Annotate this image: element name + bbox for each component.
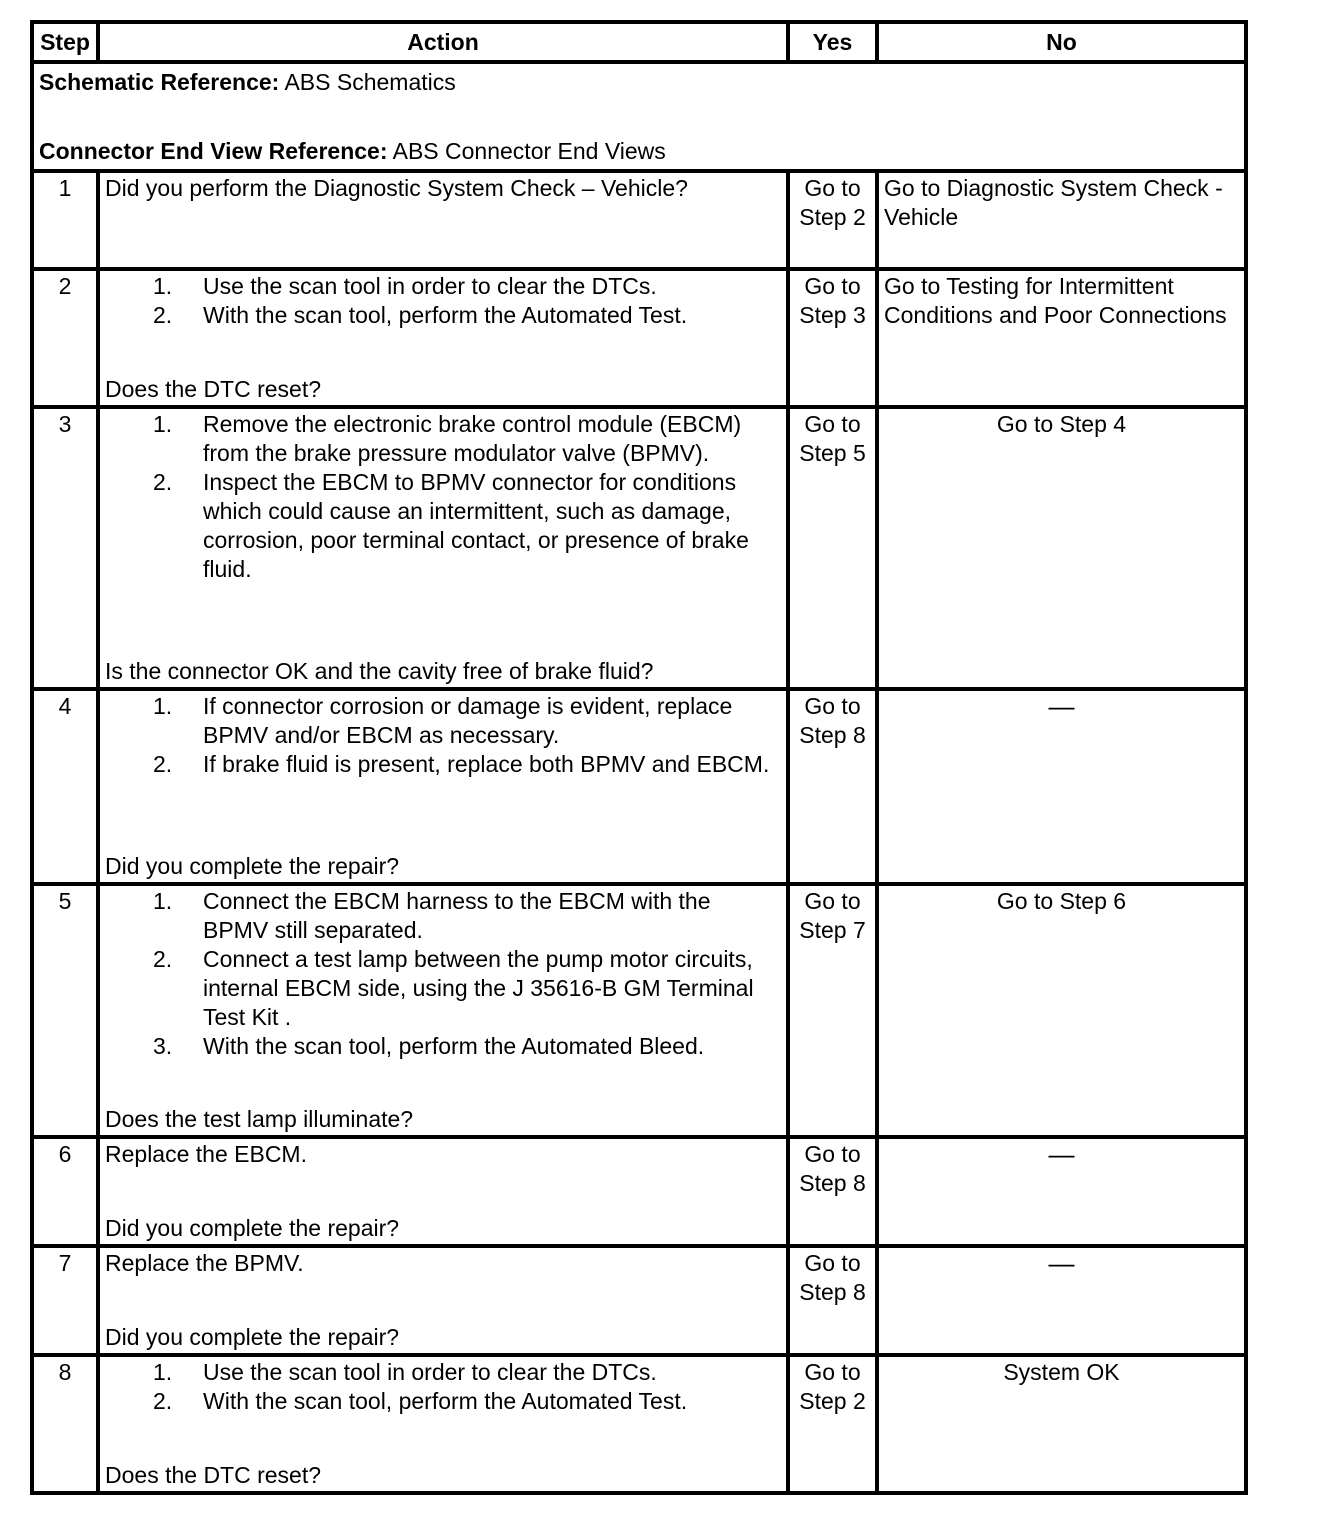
step-number: 1 [32,171,98,269]
action-text: Replace the BPMV. [105,1250,304,1276]
action-list [105,272,781,330]
references-row [32,62,1246,171]
no-cell: — [877,1246,1246,1355]
action-cell [98,171,788,269]
action-list [105,887,781,1061]
header-yes: Yes [788,22,877,62]
table-row [32,269,1246,407]
list-item: 2. Connect a test lamp between the pump motor circuits, internal EBCM side, using the J 35616-B GM Terminal Test Kit . [153,946,754,1030]
action-cell [98,407,788,689]
table-row [32,689,1246,884]
yes-cell: Go to Step 8 [788,1246,877,1355]
schematic-reference-value: ABS Schematics [279,69,456,95]
table-row [32,1355,1246,1493]
diagnostic-table [30,20,1248,1495]
no-cell: Go to Step 6 [877,884,1246,1137]
step-number: 3 [32,407,98,689]
header-action: Action [98,22,788,62]
list-item: 3. With the scan tool, perform the Automated Bleed. [153,1033,705,1059]
schematic-reference-label: Schematic Reference: [39,69,280,95]
header-step: Step [32,22,98,62]
action-list [105,692,781,779]
yes-cell: Go to Step 2 [788,171,877,269]
yes-cell: Go to Step 5 [788,407,877,689]
connector-reference-value: ABS Connector End Views [387,138,666,164]
table-row [32,1246,1246,1355]
list-item: 2. With the scan tool, perform the Automated Test. [153,1388,688,1414]
list-item: 2. If brake fluid is present, replace both BPMV and EBCM. [153,751,770,777]
schematic-reference [39,68,1239,97]
action-text: Replace the EBCM. [105,1141,307,1167]
action-question: Did you complete the repair? [105,1324,400,1350]
list-item: 1. Use the scan tool in order to clear the DTCs. [153,1359,657,1385]
step-number: 4 [32,689,98,884]
list-item: 1. Use the scan tool in order to clear the DTCs. [153,273,657,299]
table-row [32,171,1246,269]
table-row [32,884,1246,1137]
connector-reference-label: Connector End View Reference: [39,138,388,164]
list-item: 2. Inspect the EBCM to BPMV connector for conditions which could cause an intermittent, such as damage, corrosion, poor terminal contact, or presence of brake fluid. [153,469,749,582]
step-number: 5 [32,884,98,1137]
action-question: Does the test lamp illuminate? [105,1106,414,1132]
action-list [105,410,781,584]
step-number: 7 [32,1246,98,1355]
step-number: 8 [32,1355,98,1493]
action-question: Did you complete the repair? [105,1215,400,1241]
action-question: Does the DTC reset? [105,1462,322,1488]
yes-cell: Go to Step 8 [788,1137,877,1246]
action-question: Is the connector OK and the cavity free of brake fluid? [105,658,654,684]
list-item: 1. Remove the electronic brake control module (EBCM) from the brake pressure modulator valve (BPMV). [153,411,742,466]
header-no: No [877,22,1246,62]
no-cell: — [877,689,1246,884]
action-question: Does the DTC reset? [105,376,322,402]
step-number: 2 [32,269,98,407]
no-cell: — [877,1137,1246,1246]
table-row [32,407,1246,689]
yes-cell: Go to Step 8 [788,689,877,884]
yes-cell: Go to Step 7 [788,884,877,1137]
no-cell: Go to Testing for Intermittent Conditions and Poor Connections [877,269,1246,407]
table-row [32,1137,1246,1246]
no-cell: Go to Step 4 [877,407,1246,689]
no-cell: Go to Diagnostic System Check - Vehicle [877,171,1246,269]
action-cell [98,884,788,1137]
action-cell [98,1137,788,1246]
no-cell: System OK [877,1355,1246,1493]
yes-cell: Go to Step 3 [788,269,877,407]
list-item: 1. If connector corrosion or damage is evident, replace BPMV and/or EBCM as necessary. [153,693,733,748]
connector-reference [39,137,1239,166]
table-header-row [32,22,1246,62]
step-number: 6 [32,1137,98,1246]
action-question: Did you complete the repair? [105,853,400,879]
diagnostic-table-container [30,20,1248,1495]
action-cell [98,1355,788,1493]
list-item: 2. With the scan tool, perform the Automated Test. [153,302,688,328]
action-cell [98,269,788,407]
yes-cell: Go to Step 2 [788,1355,877,1493]
action-cell [98,1246,788,1355]
action-text: Did you perform the Diagnostic System Check – Vehicle? [105,175,688,201]
action-list [105,1358,781,1416]
list-item: 1. Connect the EBCM harness to the EBCM with the BPMV still separated. [153,888,711,943]
action-cell [98,689,788,884]
references-cell [32,62,1246,171]
